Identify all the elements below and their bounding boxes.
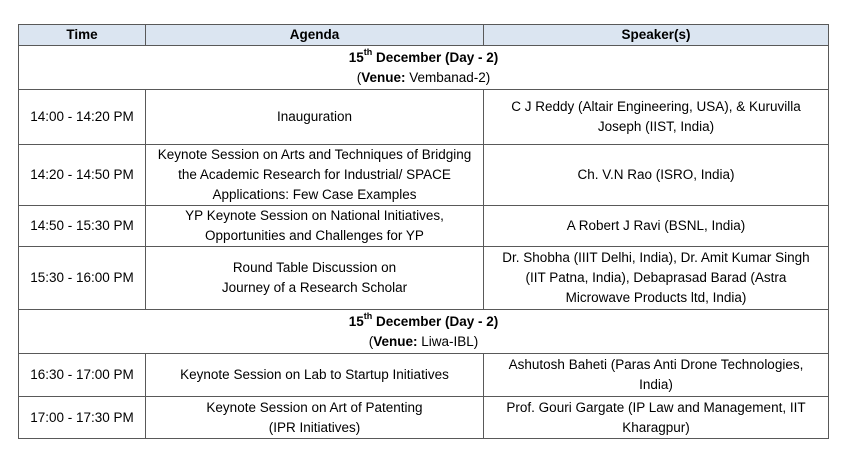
section-heading: [19, 46, 829, 90]
section-heading-row: [19, 46, 829, 90]
header-agenda: Agenda: [146, 25, 484, 46]
header-time: Time: [19, 25, 146, 46]
section-heading: [19, 310, 829, 354]
table-row: [19, 90, 829, 145]
time-cell: 15:30 - 16:00 PM: [19, 247, 146, 310]
table-row: [19, 145, 829, 206]
speaker-cell: C J Reddy (Altair Engineering, USA), & Kuruvilla Joseph (IIST, India): [484, 90, 829, 145]
agenda-cell: YP Keynote Session on National Initiatives, Opportunities and Challenges for YP: [146, 206, 484, 247]
section-venue: (Venue: Liwa-IBL): [368, 333, 479, 349]
time-cell: 17:00 - 17:30 PM: [19, 397, 146, 439]
section-heading-row: [19, 310, 829, 354]
time-cell: 14:50 - 15:30 PM: [19, 206, 146, 247]
speaker-cell: Dr. Shobha (IIIT Delhi, India), Dr. Amit Kumar Singh (IIT Patna, India), Debaprasad Barad (Astra Microwave Products ltd, India): [484, 247, 829, 310]
speaker-cell: Ashutosh Baheti (Paras Anti Drone Technologies, India): [484, 354, 829, 397]
table-row: [19, 397, 829, 439]
section-date: 15th December (Day - 2): [348, 47, 499, 65]
section-venue: (Venue: Vembanad-2): [356, 69, 491, 85]
time-cell: 14:00 - 14:20 PM: [19, 90, 146, 145]
speaker-cell: Prof. Gouri Gargate (IP Law and Management, IIT Kharagpur): [484, 397, 829, 439]
agenda-cell: Keynote Session on Arts and Techniques of Bridging the Academic Research for Industrial/ SPACE Applications: Few Case Examples: [146, 145, 484, 206]
schedule-table: [18, 24, 829, 439]
section-date: 15th December (Day - 2): [348, 311, 499, 329]
table-row: [19, 206, 829, 247]
table-row: [19, 247, 829, 310]
time-cell: 16:30 - 17:00 PM: [19, 354, 146, 397]
table-row: [19, 354, 829, 397]
agenda-cell: Inauguration: [146, 90, 484, 145]
header-row: [19, 25, 829, 46]
agenda-cell: Keynote Session on Art of Patenting (IPR Initiatives): [146, 397, 484, 439]
header-speakers: Speaker(s): [484, 25, 829, 46]
time-cell: 14:20 - 14:50 PM: [19, 145, 146, 206]
speaker-cell: A Robert J Ravi (BSNL, India): [484, 206, 829, 247]
agenda-cell: Round Table Discussion on Journey of a Research Scholar: [146, 247, 484, 310]
agenda-cell: Keynote Session on Lab to Startup Initiatives: [146, 354, 484, 397]
speaker-cell: Ch. V.N Rao (ISRO, India): [484, 145, 829, 206]
